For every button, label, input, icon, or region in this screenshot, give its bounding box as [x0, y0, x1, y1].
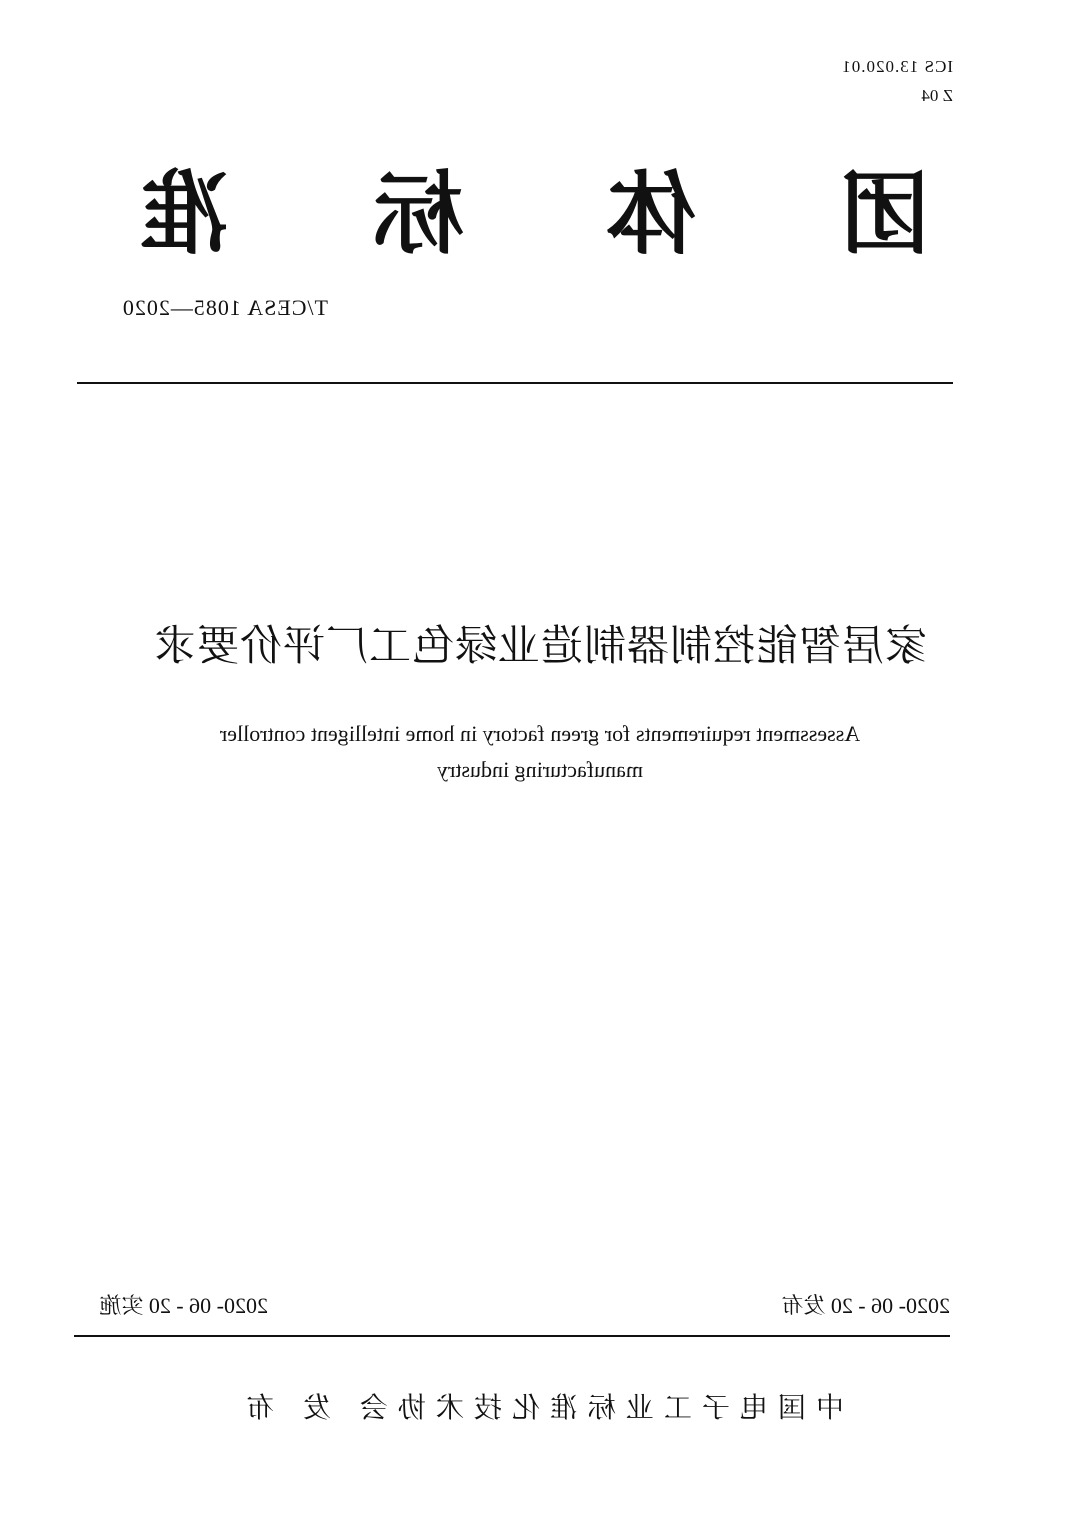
title-chinese: 家居智能控制器制造业绿色工厂评价要求	[153, 621, 928, 670]
title-english-line: manufacturing industry	[437, 757, 643, 782]
issue-date: 2020- 06 - 20 发布	[781, 1293, 950, 1318]
bottom-divider	[74, 1335, 950, 1337]
standard-number: T/CESA 1085—2020	[121, 295, 328, 320]
implementation-date: 2020- 06 - 20 实施	[99, 1293, 268, 1318]
publisher: 中国电子工业标准化技术协会 发 布	[236, 1391, 844, 1424]
banner-char: 准	[140, 162, 231, 267]
banner-char: 标	[373, 162, 464, 267]
ics-code: ICS 13.020.01	[841, 57, 953, 76]
banner-char: 团	[840, 162, 930, 267]
top-divider	[77, 382, 953, 384]
banner-char: 体	[606, 162, 697, 267]
title-english	[150, 716, 930, 788]
standard-type-banner	[140, 160, 930, 270]
title-english-line: Assessment requirements for green factory in home intelligent controller	[219, 721, 861, 746]
ccs-code: Z 04	[921, 86, 953, 105]
